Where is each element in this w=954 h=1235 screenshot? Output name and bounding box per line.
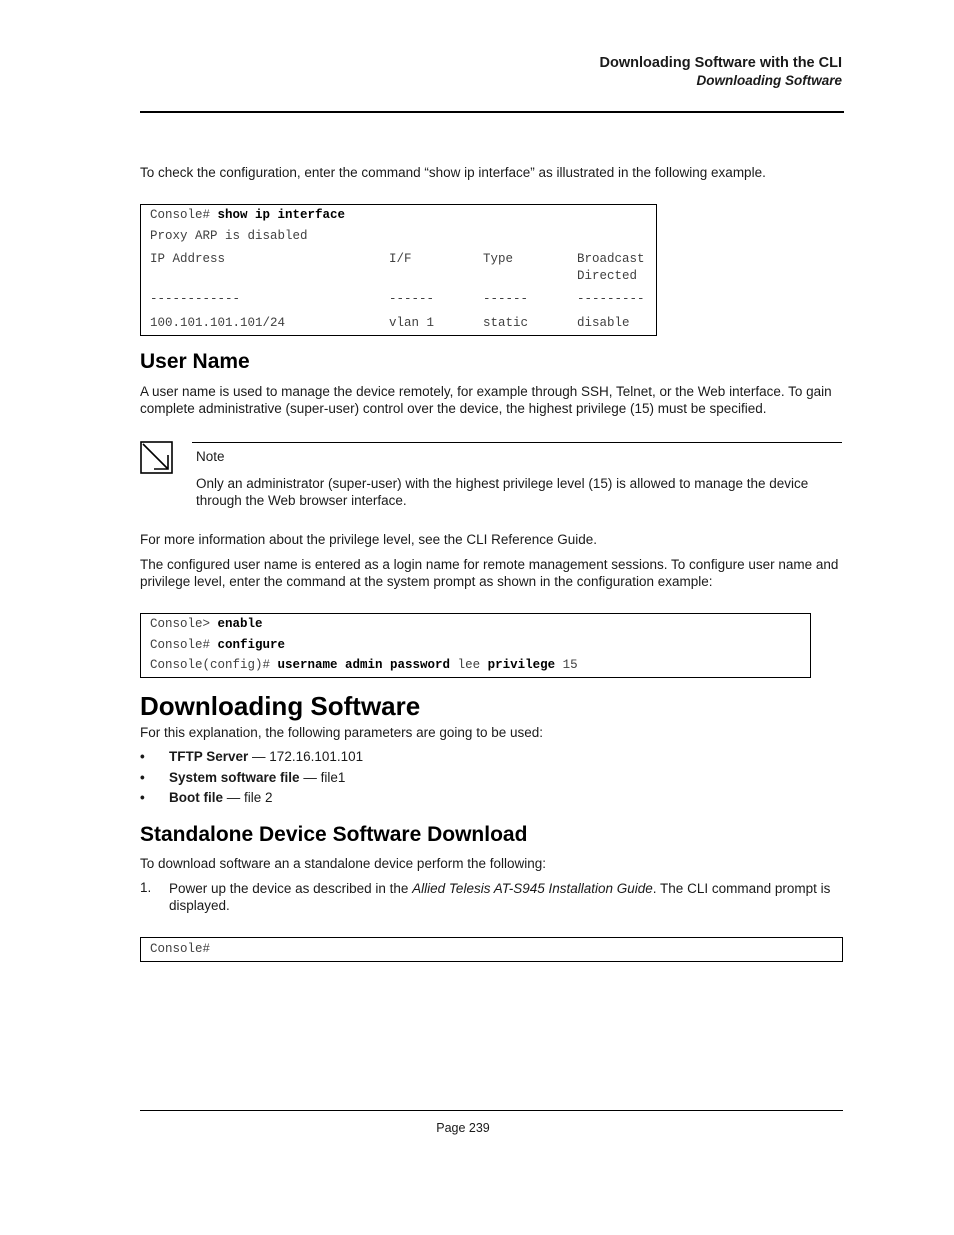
user-name-paragraph: A user name is used to manage the device remotely, for example through SSH, Telnet, or the Web interface. To gain complete administrative (super-user) control over the device, the highest privilege (15) must be specified. (140, 384, 832, 416)
column-broadcast: Broadcast (577, 252, 645, 266)
command-text: enable (217, 617, 263, 631)
note-label: Note (196, 449, 225, 464)
note-arrow-icon (140, 441, 174, 475)
intro-paragraph: To check the configuration, enter the command “show ip interface” as illustrated in the following example. (140, 165, 766, 180)
command-text: show ip interface (217, 208, 346, 222)
note-text: Only an administrator (super-user) with the highest privilege level (15) is allowed to manage the device through the Web browser interface. (196, 476, 809, 508)
column-type: Type (483, 252, 514, 266)
bullet-marker: • (140, 749, 145, 764)
page-number: Page 239 (436, 1121, 490, 1135)
parameter-value: — 172.16.101.101 (248, 749, 364, 764)
separator-if: ------ (389, 292, 435, 306)
running-header-subtitle: Downloading Software (696, 73, 842, 88)
column-ip-address: IP Address (150, 252, 226, 266)
more-info-paragraph: For more information about the privilege level, see the CLI Reference Guide. (140, 532, 597, 547)
separator-type: ------ (483, 292, 529, 306)
command-text: username admin password (277, 658, 451, 672)
console-prompt: Console> (150, 617, 218, 631)
parameter-value: — file1 (299, 770, 346, 785)
command-text: configure (217, 638, 286, 652)
section-heading-user-name: User Name (140, 350, 250, 373)
separator-ip: ------------ (150, 292, 241, 306)
value-type: static (483, 316, 529, 330)
section-heading-standalone-download: Standalone Device Software Download (140, 823, 528, 846)
note-rule (192, 442, 842, 443)
separator-broadcast: --------- (577, 292, 645, 306)
bullet-marker: • (140, 770, 145, 785)
running-header-title: Downloading Software with the CLI (599, 55, 842, 71)
console-prompt: Console(config)# (150, 658, 278, 672)
standalone-intro: To download software an a standalone device perform the following: (140, 856, 546, 871)
parameter-value: — file 2 (223, 790, 273, 805)
code-block-username-config (140, 613, 811, 678)
code-line-command (150, 207, 345, 224)
code-block-console (140, 937, 843, 962)
console-prompt: Console# (150, 208, 218, 222)
code-line-proxy-arp: Proxy ARP is disabled (150, 229, 308, 243)
step-text (169, 880, 844, 914)
section-heading-downloading-software: Downloading Software (140, 691, 421, 721)
console-prompt: Console# (150, 942, 211, 956)
argument-text: lee (450, 658, 488, 672)
code-line-enable (150, 616, 263, 633)
guide-title: Allied Telesis AT-S945 Installation Guide (412, 881, 653, 896)
console-prompt: Console# (150, 638, 218, 652)
code-block-show-ip-interface (140, 204, 657, 336)
config-paragraph: The configured user name is entered as a login name for remote management sessions. To configure user name and privilege level, enter the command at the system prompt as shown in the configuration example: (140, 557, 839, 589)
step-text-post: . The CLI command prompt is displayed. (169, 881, 831, 913)
column-interface: I/F (389, 252, 412, 266)
parameter-label: Boot file (169, 790, 223, 805)
code-line-username (150, 657, 578, 674)
step-number: 1. (140, 880, 152, 895)
step-item (140, 880, 844, 920)
footer-rule (140, 1110, 843, 1111)
step-text-pre: Power up the device as described in the (169, 881, 413, 896)
parameter-label: System software file (169, 770, 300, 785)
column-directed: Directed (577, 269, 638, 283)
value-ip-address: 100.101.101.101/24 (150, 316, 286, 330)
value-interface: vlan 1 (389, 316, 435, 330)
argument-text: 15 (555, 658, 578, 672)
code-line-configure (150, 637, 285, 654)
bullet-marker: • (140, 790, 145, 805)
header-rule (140, 111, 844, 113)
downloading-intro: For this explanation, the following parameters are going to be used: (140, 725, 543, 740)
parameter-label: TFTP Server (169, 749, 249, 764)
command-text: privilege (487, 658, 556, 672)
value-broadcast: disable (577, 316, 630, 330)
